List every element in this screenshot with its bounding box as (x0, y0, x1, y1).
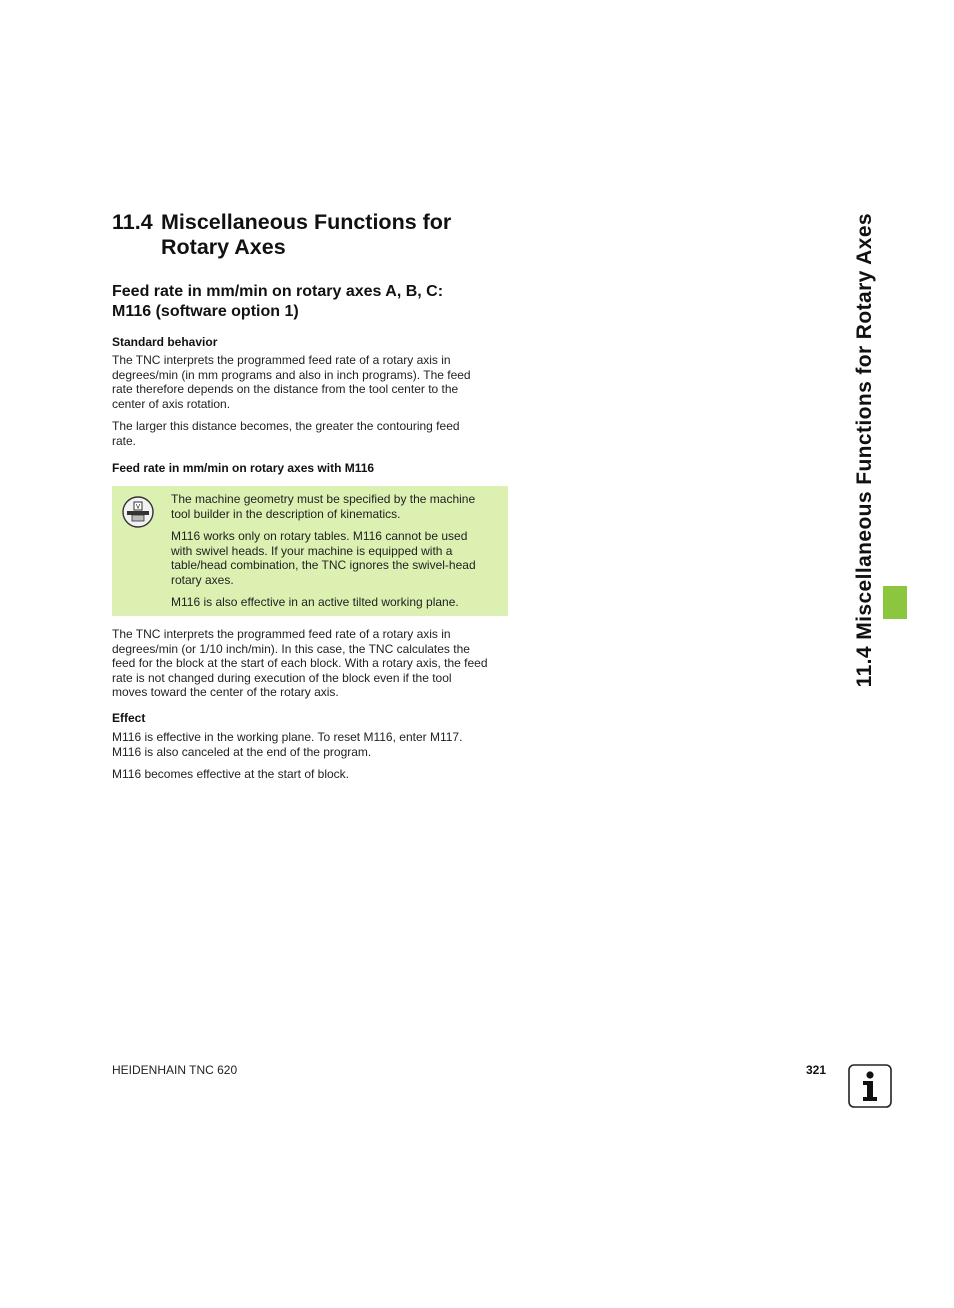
footer-product: HEIDENHAIN TNC 620 (112, 1063, 238, 1077)
note-paragraph-2 (171, 529, 476, 587)
text-line: M116 is effective in the working plane. To reset M116, enter M117. (112, 730, 463, 744)
subsection-heading (112, 282, 512, 322)
text-line: center of axis rotation. (112, 396, 231, 411)
machine-note-icon (122, 496, 154, 528)
machine-note-box (112, 486, 508, 616)
info-icon[interactable] (848, 1064, 892, 1108)
text-line: M116 is also canceled at the end of the program. (112, 744, 372, 759)
text-line: feed for the block at the start of each block. With a rotary axis, the feed (112, 656, 488, 671)
effect-heading: Effect (112, 711, 146, 725)
svg-text:V: V (135, 503, 141, 511)
text-line: rate therefore depends on the distance from the tool center to the (112, 382, 459, 397)
page-number: 321 (806, 1063, 827, 1077)
m116-paragraph (112, 627, 508, 700)
title-line-2: Rotary Axes (161, 235, 286, 259)
text-line: degrees/min (or 1/10 inch/min). In this case, the TNC calculates the (112, 641, 470, 656)
note-paragraph-1 (171, 492, 475, 521)
standard-paragraph-1 (112, 353, 508, 411)
text-line: table/head combination, the TNC ignores the swivel-head (171, 558, 476, 573)
standard-paragraph-2 (112, 419, 508, 448)
text-line: degrees/min (in mm programs and also in inch programs). The feed (112, 367, 471, 382)
section-number: 11.4 (112, 210, 153, 234)
sidebar-title-text: 11.4 Miscellaneous Functions for Rotary Axes (853, 213, 876, 688)
note-paragraph-3 (171, 595, 459, 610)
text-line: The larger this distance becomes, the greater the contouring feed (112, 419, 460, 433)
text-line: rate. (112, 433, 137, 448)
text-line: The TNC interprets the programmed feed rate of a rotary axis in (112, 627, 451, 641)
text-line: rotary axes. (171, 572, 234, 587)
text-line: with swivel heads. If your machine is equipped with a (171, 543, 453, 558)
m116-heading: Feed rate in mm/min on rotary axes with M116 (112, 461, 375, 475)
chapter-tab-marker (883, 586, 907, 619)
effect-paragraph-1 (112, 730, 508, 759)
text-line: The machine geometry must be specified by the machine (171, 492, 476, 506)
text-line: M116 becomes effective at the start of block. (112, 767, 350, 781)
subheading-line-2: M116 (software option 1) (112, 303, 299, 320)
text-line: tool builder in the description of kinematics. (171, 506, 401, 521)
title-line-1: Miscellaneous Functions for (161, 210, 452, 234)
page-title (112, 210, 532, 260)
text-line: moves toward the center of the rotary axis. (112, 685, 339, 700)
standard-behavior-heading: Standard behavior (112, 335, 218, 349)
text-line: rate is not changed during execution of the block even if the tool (112, 670, 452, 685)
sidebar-chapter-title (849, 213, 881, 703)
text-line: M116 is also effective in an active tilted working plane. (171, 595, 459, 609)
text-line: The TNC interprets the programmed feed rate of a rotary axis in (112, 353, 451, 367)
text-line: M116 works only on rotary tables. M116 cannot be used (171, 529, 468, 543)
subheading-line-1: Feed rate in mm/min on rotary axes A, B, C: (112, 283, 444, 300)
effect-paragraph-2 (112, 767, 508, 782)
